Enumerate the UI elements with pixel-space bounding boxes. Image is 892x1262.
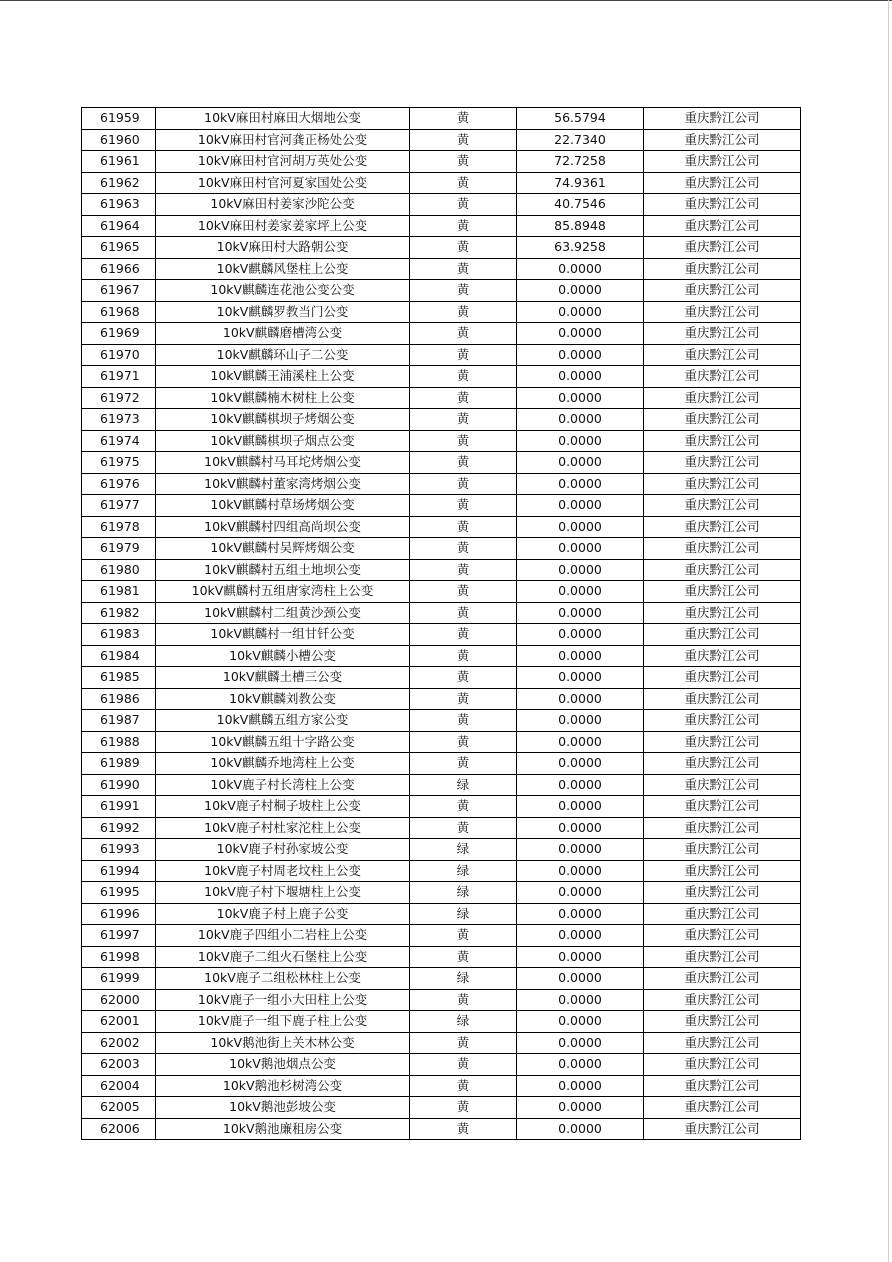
company-cell: 重庆黔江公司 <box>644 301 801 323</box>
transformer-name-cell: 10kV麻田村官河夏家国处公变 <box>156 172 410 194</box>
transformer-name-cell: 10kV麒麟刘教公变 <box>156 688 410 710</box>
status-color-cell: 黄 <box>410 301 517 323</box>
row-id-cell: 61979 <box>82 538 156 560</box>
value-cell: 0.0000 <box>517 1097 644 1119</box>
status-color-cell: 黄 <box>410 1054 517 1076</box>
transformer-name-cell: 10kV麒麟村五组土地坝公变 <box>156 559 410 581</box>
table-row <box>82 946 801 968</box>
company-cell: 重庆黔江公司 <box>644 172 801 194</box>
status-color-cell: 绿 <box>410 860 517 882</box>
company-cell: 重庆黔江公司 <box>644 1032 801 1054</box>
status-color-cell: 黄 <box>410 323 517 345</box>
value-cell: 0.0000 <box>517 839 644 861</box>
value-cell: 0.0000 <box>517 409 644 431</box>
company-cell: 重庆黔江公司 <box>644 108 801 130</box>
row-id-cell: 61998 <box>82 946 156 968</box>
row-id-cell: 61980 <box>82 559 156 581</box>
status-color-cell: 黄 <box>410 989 517 1011</box>
status-color-cell: 黄 <box>410 258 517 280</box>
company-cell: 重庆黔江公司 <box>644 839 801 861</box>
transformer-name-cell: 10kV麒麟王浦溪柱上公变 <box>156 366 410 388</box>
table-row <box>82 817 801 839</box>
row-id-cell: 61967 <box>82 280 156 302</box>
value-cell: 0.0000 <box>517 280 644 302</box>
transformer-name-cell: 10kV麒麟土槽三公变 <box>156 667 410 689</box>
value-cell: 0.0000 <box>517 581 644 603</box>
row-id-cell: 61959 <box>82 108 156 130</box>
company-cell: 重庆黔江公司 <box>644 581 801 603</box>
status-color-cell: 黄 <box>410 280 517 302</box>
status-color-cell: 黄 <box>410 1075 517 1097</box>
value-cell: 0.0000 <box>517 323 644 345</box>
table-row <box>82 194 801 216</box>
company-cell: 重庆黔江公司 <box>644 688 801 710</box>
transformer-name-cell: 10kV麒麟乔地湾柱上公变 <box>156 753 410 775</box>
status-color-cell: 黄 <box>410 710 517 732</box>
table-row <box>82 860 801 882</box>
table-row <box>82 473 801 495</box>
value-cell: 0.0000 <box>517 538 644 560</box>
company-cell: 重庆黔江公司 <box>644 215 801 237</box>
transformer-name-cell: 10kV鹅池街上关木林公变 <box>156 1032 410 1054</box>
table-row <box>82 258 801 280</box>
row-id-cell: 61999 <box>82 968 156 990</box>
row-id-cell: 62001 <box>82 1011 156 1033</box>
value-cell: 0.0000 <box>517 645 644 667</box>
row-id-cell: 61978 <box>82 516 156 538</box>
table-row <box>82 925 801 947</box>
value-cell: 0.0000 <box>517 903 644 925</box>
row-id-cell: 61977 <box>82 495 156 517</box>
status-color-cell: 绿 <box>410 1011 517 1033</box>
status-color-cell: 绿 <box>410 903 517 925</box>
company-cell: 重庆黔江公司 <box>644 946 801 968</box>
transformer-table <box>81 107 801 1140</box>
table-row <box>82 796 801 818</box>
table-row <box>82 409 801 431</box>
transformer-name-cell: 10kV鹅池杉树湾公变 <box>156 1075 410 1097</box>
transformer-name-cell: 10kV麒麟村草场烤烟公变 <box>156 495 410 517</box>
status-color-cell: 黄 <box>410 172 517 194</box>
value-cell: 0.0000 <box>517 301 644 323</box>
company-cell: 重庆黔江公司 <box>644 280 801 302</box>
company-cell: 重庆黔江公司 <box>644 602 801 624</box>
row-id-cell: 61990 <box>82 774 156 796</box>
transformer-name-cell: 10kV麒麟小槽公变 <box>156 645 410 667</box>
table-row <box>82 495 801 517</box>
transformer-name-cell: 10kV麒麟楠木树柱上公变 <box>156 387 410 409</box>
status-color-cell: 黄 <box>410 387 517 409</box>
company-cell: 重庆黔江公司 <box>644 129 801 151</box>
value-cell: 0.0000 <box>517 516 644 538</box>
transformer-name-cell: 10kV鹿子村上鹿子公变 <box>156 903 410 925</box>
table-row <box>82 387 801 409</box>
row-id-cell: 61983 <box>82 624 156 646</box>
company-cell: 重庆黔江公司 <box>644 516 801 538</box>
table-row <box>82 839 801 861</box>
transformer-name-cell: 10kV麒麟五组方家公变 <box>156 710 410 732</box>
company-cell: 重庆黔江公司 <box>644 559 801 581</box>
table-row <box>82 903 801 925</box>
transformer-name-cell: 10kV鹿子四组小二岩柱上公变 <box>156 925 410 947</box>
status-color-cell: 绿 <box>410 882 517 904</box>
company-cell: 重庆黔江公司 <box>644 1118 801 1140</box>
transformer-name-cell: 10kV麒麟村吴辉烤烟公变 <box>156 538 410 560</box>
table-row <box>82 1011 801 1033</box>
transformer-name-cell: 10kV麒麟风堡柱上公变 <box>156 258 410 280</box>
value-cell: 0.0000 <box>517 946 644 968</box>
status-color-cell: 黄 <box>410 473 517 495</box>
row-id-cell: 62005 <box>82 1097 156 1119</box>
status-color-cell: 黄 <box>410 237 517 259</box>
value-cell: 0.0000 <box>517 1054 644 1076</box>
row-id-cell: 61963 <box>82 194 156 216</box>
table-row <box>82 237 801 259</box>
value-cell: 0.0000 <box>517 1032 644 1054</box>
value-cell: 0.0000 <box>517 559 644 581</box>
row-id-cell: 61997 <box>82 925 156 947</box>
transformer-name-cell: 10kV麒麟罗教当门公变 <box>156 301 410 323</box>
transformer-name-cell: 10kV鹿子村周老坟柱上公变 <box>156 860 410 882</box>
row-id-cell: 61969 <box>82 323 156 345</box>
value-cell: 0.0000 <box>517 989 644 1011</box>
table-row <box>82 602 801 624</box>
transformer-name-cell: 10kV麻田村官河龚正杨处公变 <box>156 129 410 151</box>
company-cell: 重庆黔江公司 <box>644 882 801 904</box>
row-id-cell: 62006 <box>82 1118 156 1140</box>
company-cell: 重庆黔江公司 <box>644 645 801 667</box>
value-cell: 0.0000 <box>517 774 644 796</box>
value-cell: 0.0000 <box>517 387 644 409</box>
status-color-cell: 黄 <box>410 516 517 538</box>
company-cell: 重庆黔江公司 <box>644 430 801 452</box>
value-cell: 0.0000 <box>517 925 644 947</box>
transformer-name-cell: 10kV麻田村麻田大烟地公变 <box>156 108 410 130</box>
table-row <box>82 129 801 151</box>
value-cell: 72.7258 <box>517 151 644 173</box>
table-row <box>82 581 801 603</box>
value-cell: 0.0000 <box>517 817 644 839</box>
company-cell: 重庆黔江公司 <box>644 194 801 216</box>
row-id-cell: 61973 <box>82 409 156 431</box>
row-id-cell: 61995 <box>82 882 156 904</box>
status-color-cell: 黄 <box>410 366 517 388</box>
row-id-cell: 61960 <box>82 129 156 151</box>
status-color-cell: 黄 <box>410 452 517 474</box>
company-cell: 重庆黔江公司 <box>644 796 801 818</box>
transformer-name-cell: 10kV麒麟环山子二公变 <box>156 344 410 366</box>
value-cell: 0.0000 <box>517 1075 644 1097</box>
table-row <box>82 645 801 667</box>
table-row <box>82 731 801 753</box>
status-color-cell: 黄 <box>410 538 517 560</box>
page-top-border <box>0 0 892 1</box>
value-cell: 0.0000 <box>517 258 644 280</box>
row-id-cell: 61982 <box>82 602 156 624</box>
table-row <box>82 452 801 474</box>
row-id-cell: 62000 <box>82 989 156 1011</box>
table-row <box>82 989 801 1011</box>
table-row <box>82 215 801 237</box>
value-cell: 0.0000 <box>517 624 644 646</box>
status-color-cell: 黄 <box>410 667 517 689</box>
value-cell: 0.0000 <box>517 796 644 818</box>
company-cell: 重庆黔江公司 <box>644 817 801 839</box>
status-color-cell: 黄 <box>410 581 517 603</box>
transformer-name-cell: 10kV麒麟连花池公变公变 <box>156 280 410 302</box>
row-id-cell: 62004 <box>82 1075 156 1097</box>
transformer-name-cell: 10kV鹿子一组下鹿子柱上公变 <box>156 1011 410 1033</box>
transformer-name-cell: 10kV鹅池廉租房公变 <box>156 1118 410 1140</box>
transformer-name-cell: 10kV鹿子二组松林柱上公变 <box>156 968 410 990</box>
value-cell: 40.7546 <box>517 194 644 216</box>
table-row <box>82 366 801 388</box>
value-cell: 0.0000 <box>517 366 644 388</box>
row-id-cell: 61988 <box>82 731 156 753</box>
page-right-edge <box>888 0 889 1262</box>
company-cell: 重庆黔江公司 <box>644 452 801 474</box>
value-cell: 63.9258 <box>517 237 644 259</box>
row-id-cell: 61992 <box>82 817 156 839</box>
transformer-name-cell: 10kV麻田村大路朝公变 <box>156 237 410 259</box>
status-color-cell: 黄 <box>410 1032 517 1054</box>
table-row <box>82 667 801 689</box>
transformer-name-cell: 10kV鹿子村杜家沱柱上公变 <box>156 817 410 839</box>
row-id-cell: 61985 <box>82 667 156 689</box>
table-row <box>82 344 801 366</box>
row-id-cell: 61961 <box>82 151 156 173</box>
transformer-name-cell: 10kV鹿子村桐子坡柱上公变 <box>156 796 410 818</box>
value-cell: 0.0000 <box>517 968 644 990</box>
row-id-cell: 61981 <box>82 581 156 603</box>
transformer-name-cell: 10kV麒麟村四组高尚坝公变 <box>156 516 410 538</box>
status-color-cell: 黄 <box>410 796 517 818</box>
status-color-cell: 黄 <box>410 495 517 517</box>
value-cell: 74.9361 <box>517 172 644 194</box>
status-color-cell: 黄 <box>410 645 517 667</box>
company-cell: 重庆黔江公司 <box>644 903 801 925</box>
status-color-cell: 黄 <box>410 129 517 151</box>
company-cell: 重庆黔江公司 <box>644 753 801 775</box>
company-cell: 重庆黔江公司 <box>644 968 801 990</box>
table-row <box>82 301 801 323</box>
value-cell: 0.0000 <box>517 688 644 710</box>
status-color-cell: 黄 <box>410 409 517 431</box>
transformer-name-cell: 10kV鹿子村孙家坡公变 <box>156 839 410 861</box>
transformer-name-cell: 10kV麻田村官河胡万英处公变 <box>156 151 410 173</box>
table-row <box>82 538 801 560</box>
table-row <box>82 1097 801 1119</box>
transformer-name-cell: 10kV鹅池烟点公变 <box>156 1054 410 1076</box>
company-cell: 重庆黔江公司 <box>644 1011 801 1033</box>
table-row <box>82 108 801 130</box>
company-cell: 重庆黔江公司 <box>644 925 801 947</box>
transformer-name-cell: 10kV麒麟磨槽湾公变 <box>156 323 410 345</box>
value-cell: 0.0000 <box>517 495 644 517</box>
status-color-cell: 黄 <box>410 430 517 452</box>
row-id-cell: 62003 <box>82 1054 156 1076</box>
company-cell: 重庆黔江公司 <box>644 1075 801 1097</box>
row-id-cell: 61968 <box>82 301 156 323</box>
row-id-cell: 61987 <box>82 710 156 732</box>
value-cell: 0.0000 <box>517 731 644 753</box>
status-color-cell: 黄 <box>410 925 517 947</box>
table-row <box>82 688 801 710</box>
table-row <box>82 151 801 173</box>
status-color-cell: 黄 <box>410 624 517 646</box>
table-row <box>82 323 801 345</box>
value-cell: 0.0000 <box>517 882 644 904</box>
status-color-cell: 黄 <box>410 194 517 216</box>
company-cell: 重庆黔江公司 <box>644 710 801 732</box>
transformer-name-cell: 10kV麒麟村五组唐家湾柱上公变 <box>156 581 410 603</box>
row-id-cell: 61962 <box>82 172 156 194</box>
row-id-cell: 61984 <box>82 645 156 667</box>
status-color-cell: 绿 <box>410 968 517 990</box>
value-cell: 0.0000 <box>517 753 644 775</box>
table-row <box>82 516 801 538</box>
company-cell: 重庆黔江公司 <box>644 1097 801 1119</box>
transformer-name-cell: 10kV鹿子村下堰塘柱上公变 <box>156 882 410 904</box>
company-cell: 重庆黔江公司 <box>644 151 801 173</box>
value-cell: 0.0000 <box>517 1118 644 1140</box>
status-color-cell: 黄 <box>410 151 517 173</box>
row-id-cell: 61975 <box>82 452 156 474</box>
value-cell: 22.7340 <box>517 129 644 151</box>
table-row <box>82 624 801 646</box>
value-cell: 0.0000 <box>517 452 644 474</box>
status-color-cell: 黄 <box>410 688 517 710</box>
transformer-name-cell: 10kV鹿子村长湾柱上公变 <box>156 774 410 796</box>
row-id-cell: 61971 <box>82 366 156 388</box>
value-cell: 0.0000 <box>517 1011 644 1033</box>
status-color-cell: 黄 <box>410 559 517 581</box>
value-cell: 0.0000 <box>517 860 644 882</box>
transformer-name-cell: 10kV鹿子二组火石堡柱上公变 <box>156 946 410 968</box>
value-cell: 0.0000 <box>517 430 644 452</box>
status-color-cell: 黄 <box>410 215 517 237</box>
table-row <box>82 1054 801 1076</box>
table-body <box>82 108 801 1140</box>
row-id-cell: 62002 <box>82 1032 156 1054</box>
value-cell: 85.8948 <box>517 215 644 237</box>
row-id-cell: 61993 <box>82 839 156 861</box>
company-cell: 重庆黔江公司 <box>644 731 801 753</box>
status-color-cell: 绿 <box>410 774 517 796</box>
company-cell: 重庆黔江公司 <box>644 774 801 796</box>
table-row <box>82 1075 801 1097</box>
status-color-cell: 黄 <box>410 753 517 775</box>
company-cell: 重庆黔江公司 <box>644 860 801 882</box>
company-cell: 重庆黔江公司 <box>644 366 801 388</box>
transformer-name-cell: 10kV麒麟村马耳坨烤烟公变 <box>156 452 410 474</box>
row-id-cell: 61991 <box>82 796 156 818</box>
row-id-cell: 61986 <box>82 688 156 710</box>
table-row <box>82 710 801 732</box>
row-id-cell: 61994 <box>82 860 156 882</box>
company-cell: 重庆黔江公司 <box>644 344 801 366</box>
table-row <box>82 968 801 990</box>
value-cell: 0.0000 <box>517 667 644 689</box>
company-cell: 重庆黔江公司 <box>644 258 801 280</box>
table-row <box>82 753 801 775</box>
table-row <box>82 280 801 302</box>
row-id-cell: 61976 <box>82 473 156 495</box>
table-row <box>82 774 801 796</box>
row-id-cell: 61989 <box>82 753 156 775</box>
value-cell: 0.0000 <box>517 602 644 624</box>
row-id-cell: 61974 <box>82 430 156 452</box>
transformer-name-cell: 10kV麻田村姜家沙陀公变 <box>156 194 410 216</box>
company-cell: 重庆黔江公司 <box>644 323 801 345</box>
company-cell: 重庆黔江公司 <box>644 538 801 560</box>
value-cell: 56.5794 <box>517 108 644 130</box>
table-row <box>82 430 801 452</box>
table-row <box>82 559 801 581</box>
table-row <box>82 172 801 194</box>
status-color-cell: 黄 <box>410 946 517 968</box>
company-cell: 重庆黔江公司 <box>644 387 801 409</box>
row-id-cell: 61996 <box>82 903 156 925</box>
status-color-cell: 黄 <box>410 108 517 130</box>
status-color-cell: 黄 <box>410 344 517 366</box>
status-color-cell: 黄 <box>410 1097 517 1119</box>
company-cell: 重庆黔江公司 <box>644 409 801 431</box>
company-cell: 重庆黔江公司 <box>644 473 801 495</box>
row-id-cell: 61970 <box>82 344 156 366</box>
status-color-cell: 绿 <box>410 839 517 861</box>
company-cell: 重庆黔江公司 <box>644 667 801 689</box>
company-cell: 重庆黔江公司 <box>644 1054 801 1076</box>
transformer-name-cell: 10kV麒麟村一组甘钎公变 <box>156 624 410 646</box>
table-row <box>82 1118 801 1140</box>
status-color-cell: 黄 <box>410 817 517 839</box>
transformer-name-cell: 10kV麒麟村董家湾烤烟公变 <box>156 473 410 495</box>
status-color-cell: 黄 <box>410 602 517 624</box>
status-color-cell: 黄 <box>410 1118 517 1140</box>
company-cell: 重庆黔江公司 <box>644 624 801 646</box>
row-id-cell: 61966 <box>82 258 156 280</box>
value-cell: 0.0000 <box>517 710 644 732</box>
transformer-name-cell: 10kV鹅池彭坡公变 <box>156 1097 410 1119</box>
transformer-name-cell: 10kV麒麟棋坝子烤烟公变 <box>156 409 410 431</box>
row-id-cell: 61972 <box>82 387 156 409</box>
company-cell: 重庆黔江公司 <box>644 237 801 259</box>
transformer-name-cell: 10kV麻田村姜家姜家坪上公变 <box>156 215 410 237</box>
table-row <box>82 882 801 904</box>
value-cell: 0.0000 <box>517 473 644 495</box>
transformer-name-cell: 10kV麒麟村二组黄沙颈公变 <box>156 602 410 624</box>
transformer-name-cell: 10kV麒麟棋坝子烟点公变 <box>156 430 410 452</box>
company-cell: 重庆黔江公司 <box>644 989 801 1011</box>
row-id-cell: 61965 <box>82 237 156 259</box>
value-cell: 0.0000 <box>517 344 644 366</box>
transformer-name-cell: 10kV麒麟五组十字路公变 <box>156 731 410 753</box>
company-cell: 重庆黔江公司 <box>644 495 801 517</box>
row-id-cell: 61964 <box>82 215 156 237</box>
status-color-cell: 黄 <box>410 731 517 753</box>
table-row <box>82 1032 801 1054</box>
transformer-name-cell: 10kV鹿子一组小大田柱上公变 <box>156 989 410 1011</box>
